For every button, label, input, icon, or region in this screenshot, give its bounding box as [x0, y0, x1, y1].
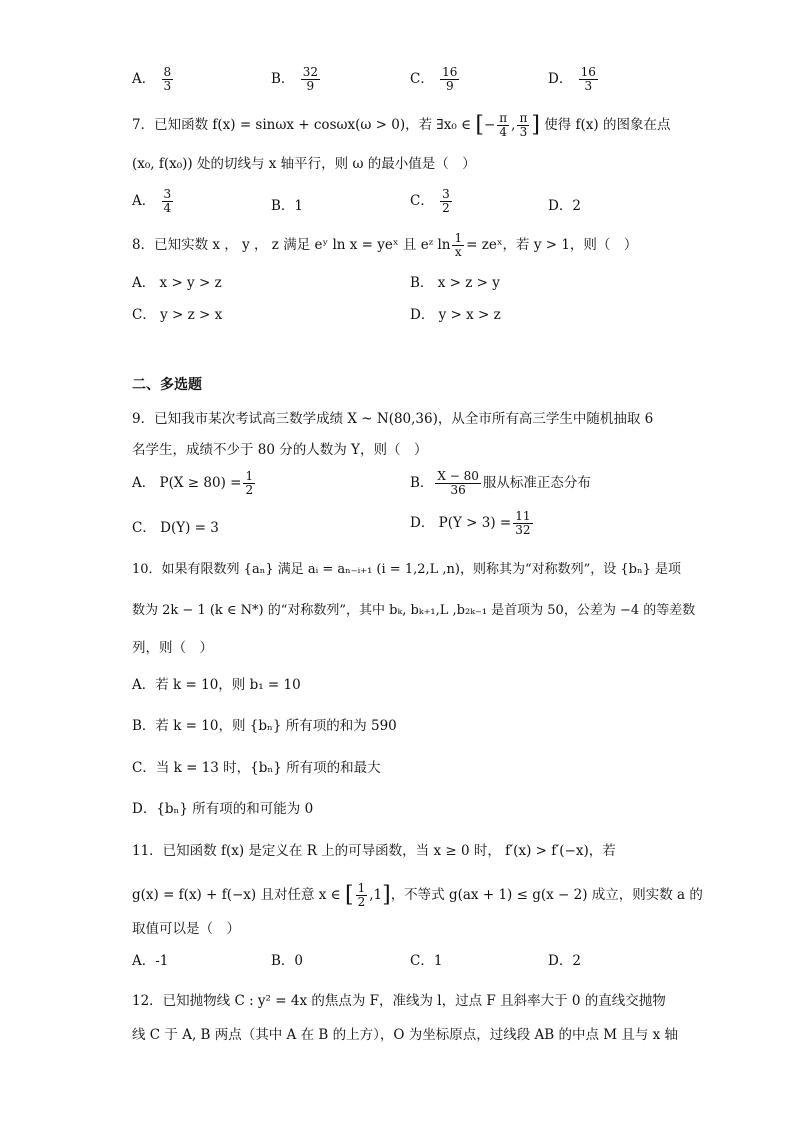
- q6-option-b: [271, 66, 322, 93]
- fraction: [579, 66, 598, 93]
- option-text: 服从标准正态分布: [482, 475, 591, 491]
- numerator: π: [499, 111, 508, 125]
- q11-option-c: C．1: [410, 953, 443, 969]
- q6-option-a: [132, 66, 175, 93]
- fraction: [162, 66, 174, 93]
- denominator: 32: [515, 523, 531, 537]
- q10-option-a: A．若 k = 10，则 b₁ = 10: [132, 677, 301, 693]
- q9-option-c: C． D(Y) = 3: [132, 520, 219, 536]
- option-letter: A．: [132, 193, 156, 209]
- option-text: D． P(Y > 3) =: [410, 515, 512, 531]
- q9-line-2: 名学生，成绩不少于 80 分的人数为 Y，则（ ）: [132, 442, 428, 458]
- fraction: [497, 112, 509, 139]
- option-letter: A．: [132, 71, 156, 87]
- q11-option-a: A．-1: [132, 953, 169, 969]
- q9-option-b: [410, 470, 591, 497]
- q10-option-d: D．{bₙ} 所有项的和可能为 0: [132, 801, 314, 817]
- q8-option-a: A． x > y > z: [132, 275, 222, 291]
- denominator: 36: [450, 483, 466, 497]
- fraction: [513, 510, 532, 537]
- q7-option-b: B．1: [271, 198, 304, 214]
- denominator: 9: [306, 79, 315, 93]
- q11-line-2: [132, 882, 703, 909]
- q11-option-b: B．0: [271, 953, 304, 969]
- numerator: 1: [245, 469, 254, 483]
- q7-line-1: 7．已知函数 f(x) = sinωx + cosωx(ω > 0)，若 ∃x₀ ∈ [− $\frac{\pi}{4}$ , $\frac{\pi}{3}$ ] 使得 f(x) 的图象在点: [132, 111, 671, 139]
- q7-option-a: [132, 188, 175, 215]
- q10-option-c: C．当 k = 13 时，{bₙ} 所有项的和最大: [132, 760, 381, 776]
- denominator: 2: [357, 895, 366, 909]
- q7-line-2: (x₀, f(x₀)) 处的切线与 x 轴平行，则 ω 的最小值是（ ）: [132, 156, 476, 172]
- fraction: [440, 66, 459, 93]
- option-letter: D．: [548, 71, 573, 87]
- q9-option-a: [132, 470, 257, 497]
- q8-stem-cont: = zeˣ，若 y > 1，则（ ）: [466, 237, 638, 253]
- bracket-left: [: [475, 112, 484, 138]
- denominator: 4: [163, 201, 172, 215]
- bracket-right: ]: [531, 112, 540, 138]
- bracket-right: ]: [382, 882, 391, 908]
- numerator: 1: [454, 231, 463, 245]
- q10-line-3: 列，则（ ）: [132, 640, 213, 656]
- q8-option-c: C． y > z > x: [132, 307, 223, 323]
- q10-line-1: 10．如果有限数列 {aₙ} 满足 aᵢ = aₙ₋ᵢ₊₁ (i = 1,2,L ,n)，则称其为“对称数列”，设 {bₙ} 是项: [132, 562, 682, 577]
- q11-option-d: D．2: [548, 953, 581, 969]
- numerator: 16: [442, 65, 458, 79]
- interval-end: ,1: [369, 887, 383, 903]
- numerator: 3: [163, 187, 172, 201]
- option-text: A． P(X ≥ 80) =: [132, 475, 242, 491]
- minus-sign: −: [483, 117, 496, 133]
- numerator: 11: [515, 509, 531, 523]
- option-letter: B．: [271, 71, 295, 87]
- q9-line-1: 9．已知我市某次考试高三数学成绩 X ~ N(80,36)，从全市所有高三学生中随机抽取 6: [132, 411, 654, 427]
- q10-option-b: B．若 k = 10，则 {bₙ} 所有项的和为 590: [132, 718, 397, 734]
- fraction: [435, 470, 481, 497]
- q11-stem-cont: ，不等式 g(ax + 1) ≤ g(x − 2) 成立，则实数 a 的: [390, 887, 703, 903]
- fraction: [452, 232, 464, 259]
- fraction: [517, 112, 529, 139]
- option-letter: C．: [410, 193, 434, 209]
- q7-stem-cont: 使得 f(x) 的图象在点: [544, 117, 671, 133]
- q8-option-d: D． y > x > z: [410, 307, 501, 323]
- q7-stem: 7．已知函数 f(x) = sinωx + cosωx(ω > 0)，若 ∃x₀ ∈: [132, 117, 472, 133]
- denominator: 3: [163, 79, 172, 93]
- bracket-left: [: [344, 882, 354, 908]
- q6-option-c: [410, 66, 461, 93]
- q6-option-d: [548, 66, 600, 93]
- numerator: X − 80: [437, 469, 479, 483]
- denominator: 2: [442, 201, 450, 215]
- denominator: 3: [584, 79, 593, 93]
- q11-stem: g(x) = f(x) + f(−x) 且对任意 x ∈: [132, 887, 341, 903]
- q11-line-1: 11．已知函数 f(x) 是定义在 R 上的可导函数，当 x ≥ 0 时， f′(x) > f′(−x)，若: [132, 843, 616, 859]
- numerator: 1: [357, 881, 366, 895]
- numerator: π: [519, 111, 528, 125]
- denominator: 4: [499, 125, 508, 139]
- numerator: 16: [580, 65, 596, 79]
- denominator: x: [454, 245, 462, 259]
- numerator: 3: [442, 187, 450, 201]
- q9-option-d: [410, 510, 535, 537]
- numerator: 32: [302, 65, 318, 79]
- denominator: 3: [519, 125, 528, 139]
- fraction: [301, 66, 320, 93]
- q10-line-2: 数为 2k − 1 (k ∈ N*) 的“对称数列”，其中 bₖ, bₖ₊₁,L ,b₂ₖ₋₁ 是首项为 50，公差为 −4 的等差数: [132, 603, 696, 618]
- numerator: 8: [163, 65, 172, 79]
- q11-line-3: 取值可以是（ ）: [132, 921, 240, 937]
- denominator: 2: [245, 483, 254, 497]
- fraction: [440, 188, 452, 215]
- fraction: [356, 882, 368, 909]
- option-letter: B．: [410, 475, 434, 491]
- denominator: 9: [445, 79, 454, 93]
- fraction: [243, 470, 255, 497]
- q7-option-c: [410, 188, 454, 215]
- q8-line-1: [132, 232, 637, 259]
- q8-stem: 8．已知实数 x ， y ， z 满足 eʸ ln x = yeˣ 且 eᶻ ln: [132, 237, 451, 253]
- q12-line-2: 线 C 于 A, B 两点（其中 A 在 B 的上方），O 为坐标原点，过线段 AB 的中点 M 且与 x 轴: [132, 1027, 679, 1043]
- section-title: 二、多选题: [132, 377, 202, 393]
- q12-line-1: 12．已知抛物线 C : y² = 4x 的焦点为 F，准线为 l，过点 F 且斜率大于 0 的直线交抛物: [132, 993, 666, 1009]
- q7-option-d: D．2: [548, 198, 581, 214]
- option-letter: C．: [410, 71, 434, 87]
- q8-option-b: B． x > z > y: [410, 275, 500, 291]
- fraction: [162, 188, 174, 215]
